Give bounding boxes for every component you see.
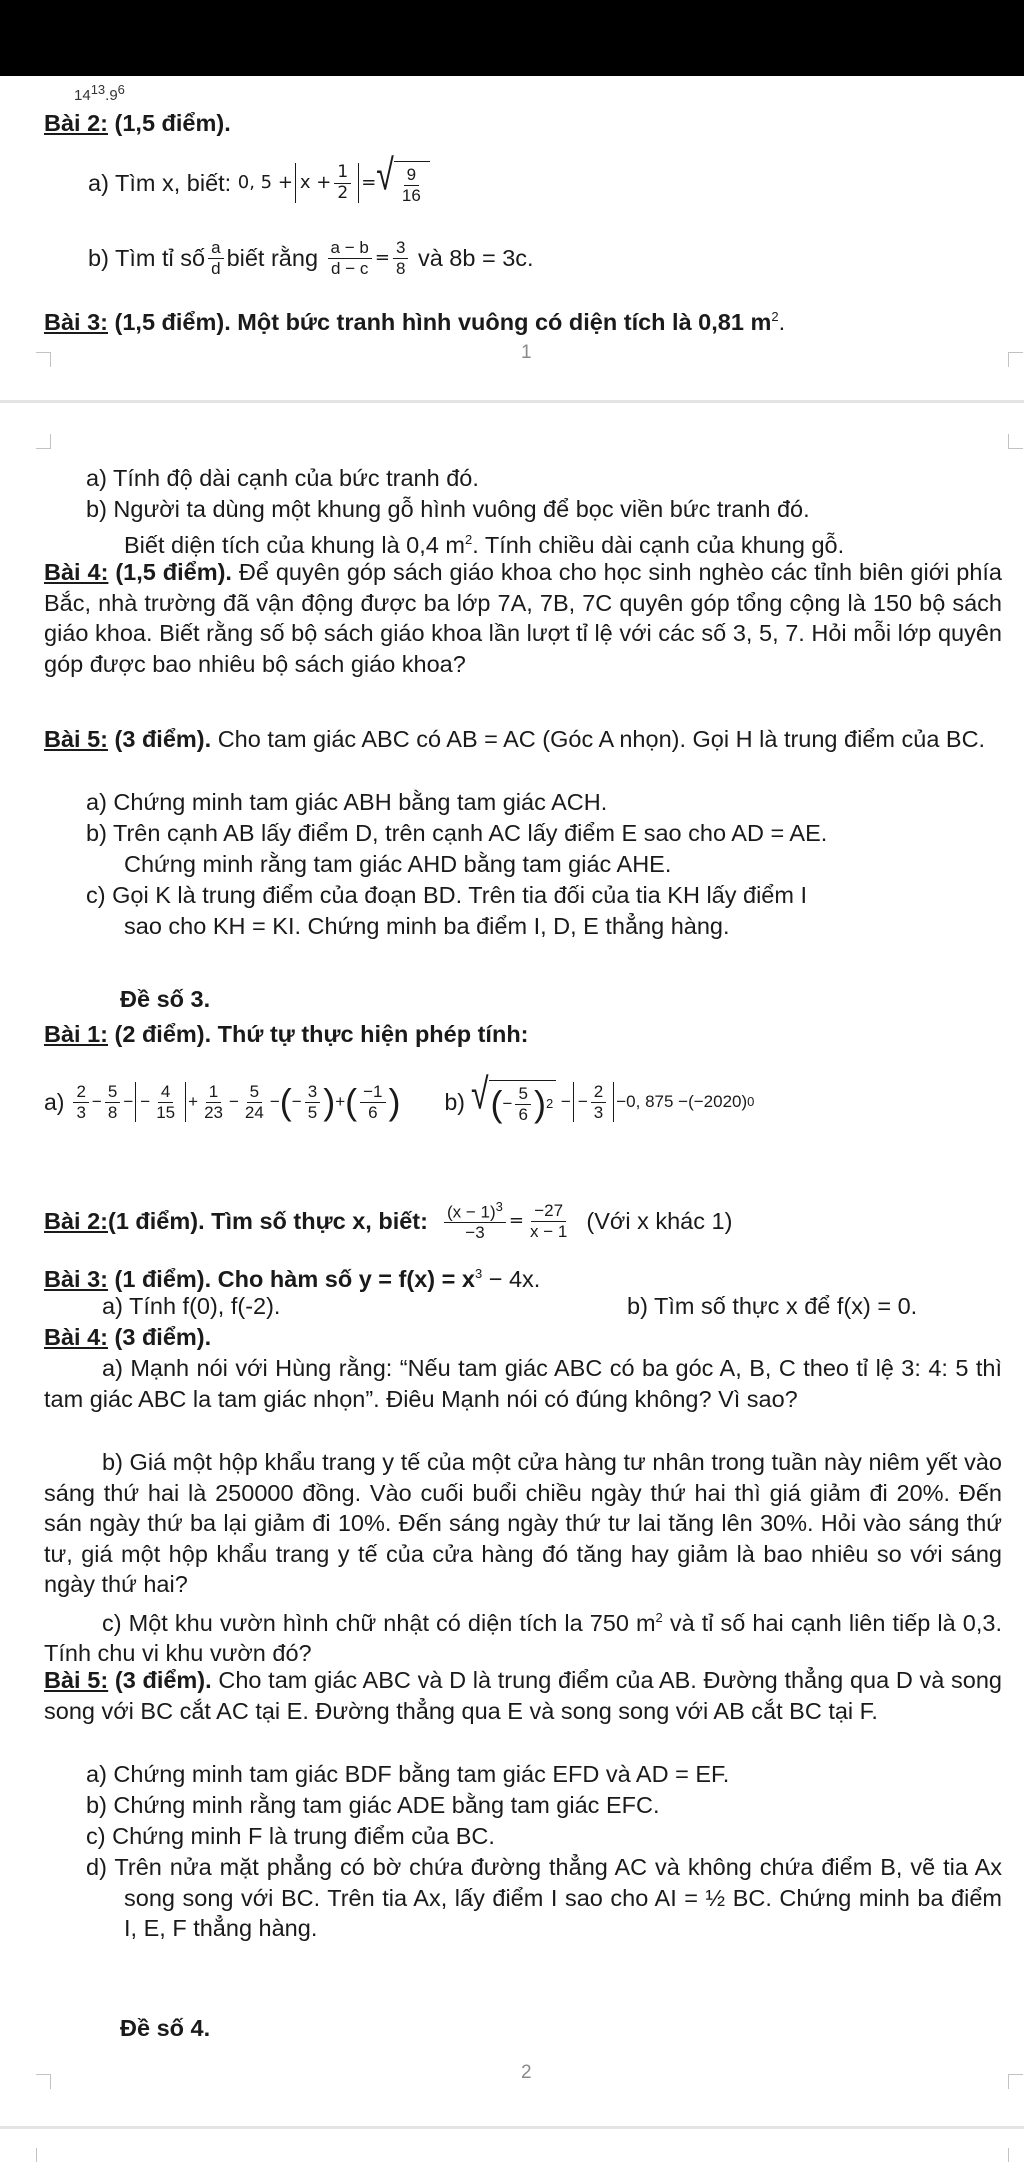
bai3b-line2: Biết diện tích của khung là 0,4 $m^2$. Tính chiều dài cạnh của khung gỗ. <box>124 531 845 558</box>
page-corner-mark <box>1008 352 1023 367</box>
de3-bai5b: b) Chứng minh rằng tam giác ADE bằng tam giác EFC. <box>86 1792 660 1818</box>
bai4-paragraph: Bài 4: (1,5 điểm). Để quyên góp sách giáo khoa cho học sinh nghèo các tỉnh biên giới phía Bắc, nhà trường đã vận động được ba lớp 7A, 7B, 7C quyên góp tổng cộng là 150 bộ sách giáo khoa. Biết rằng số bộ sách giáo khoa lần lượt tỉ lệ với các số 3, 5, 7. Hỏi mỗi lớp quyên góp được bao nhiêu bộ sách giáo khoa? <box>44 559 1002 677</box>
bai3b-line1: b) Người ta dùng một khung gỗ hình vuông để bọc viền bức tranh đó. <box>86 496 810 522</box>
bai5a: a) Chứng minh tam giác ABH bằng tam giác ACH. <box>86 789 608 815</box>
de3-bai4-heading: Bài 4: (3 điểm). <box>44 1324 212 1350</box>
de3-bai4a: a) Mạnh nói với Hùng rằng: “Nếu tam giác ABC có ba góc A, B, C theo tỉ lệ 3: 4: 5 thì tam giác ABC la tam giác nhọn”. Điêu Mạnh nói có đúng không? Vì sao? <box>44 1355 1002 1412</box>
header-fragment: $14^{13}.9^6$ <box>74 82 125 104</box>
bai5b-line2: Chứng minh rằng tam giác AHD bằng tam giác AHE. <box>124 851 672 877</box>
de3-bai5-paragraph: Bài 5: (3 điểm). Cho tam giác ABC và D là trung điểm của AB. Đường thẳng qua D và song song với BC cắt AC tại E. Đường thẳng qua E và song song với AB cắt BC tại F. <box>44 1667 1002 1724</box>
page-corner-mark <box>1008 434 1023 449</box>
de3-bai4b: b) Giá một hộp khẩu trang y tế của một cửa hàng tư nhân trong tuần này niêm yết vào sáng thứ hai là 250000 đồng. Vào cuối buổi chiều ngày thứ hai thì giá giảm đi 20%. Đến sán ngày thứ ba lại giảm đi 10%. Đến sáng ngày thứ tư lai tăng lên 30%. Hỏi vào sáng thứ tư, giá một hộp khẩu trang y tế của cửa hàng đó tăng hay giảm là bao nhiêu so với sáng ngày thứ hai? <box>44 1449 1002 1597</box>
bai3a: a) Tính độ dài cạnh của bức tranh đó. <box>86 465 479 491</box>
bai5b-line1: b) Trên cạnh AB lấy điểm D, trên cạnh AC lấy điểm E sao cho AD = AE. <box>86 820 828 846</box>
bai2a-line: a) Tìm x, biết: 0, 5 + x + $\frac{1}{2}$ = √ $\frac{9}{16}$ <box>88 158 430 208</box>
bai5c-line1: c) Gọi K là trung điểm của đoạn BD. Trên tia đối của tia KH lấy điểm I <box>86 882 808 908</box>
page-number: 2 <box>521 2062 532 2083</box>
bai5c-line2: sao cho KH = KI. Chứng minh ba điểm I, D, E thẳng hàng. <box>124 913 730 939</box>
status-bar <box>0 0 1024 76</box>
de3-bai1-expressions: a) $\frac{2}{3}$ − $\frac{5}{8}$ − − $\frac{4}{15}$ + $\frac{1}{23}$ − $\frac{5}{24}$ − ( − $\frac{3}{5}$ ) + ( $\frac{-1}{6}$ ) b) √ ( − $\frac{5}{6}$ ) 2 − − $\frac{2}{3}$ −0, 875 −(−2020) 0 <box>44 1069 755 1124</box>
bai2b-line: b) Tìm tỉ số $\frac{a}{d}$ biết rằng $\frac{a - b}{d - c}$ = $\frac{3}{8}$ và 8b = 3c. <box>88 237 534 278</box>
page-corner-mark <box>36 352 51 367</box>
page-separator <box>0 400 1024 403</box>
page-number: 1 <box>521 342 532 363</box>
de3-bai2: Bài 2: (1 điểm). Tìm số thực x, biết: $\frac{(x - 1)^3}{-3}$ = $\frac{-27}{x - 1}$ (Với x khác 1) <box>44 1198 733 1242</box>
page-corner-mark <box>36 434 51 449</box>
de3-bai3: Bài 3: (1 điểm). Cho hàm số $y = f(x) = x^3 - 4x$. <box>44 1265 541 1292</box>
de3-title: Đề số 3. <box>120 986 211 1012</box>
de3-bai1-heading: Bài 1: (2 điểm). Thứ tự thực hiện phép tính: <box>44 1021 529 1047</box>
de4-title: Đề số 4. <box>120 2015 211 2041</box>
bai2-heading: Bài 2: (1,5 điểm). <box>44 110 231 136</box>
de3-bai5a: a) Chứng minh tam giác BDF bằng tam giác EFD và AD = EF. <box>86 1761 730 1787</box>
page-corner-mark <box>1008 2074 1023 2089</box>
de3-bai3b: b) Tìm số thực x để f(x) = 0. <box>627 1293 918 1319</box>
bai3-heading: Bài 3: (1,5 điểm). Một bức tranh hình vuông có diện tích là 0,81 $m^2$. <box>44 308 786 335</box>
page-corner-mark <box>36 2074 51 2089</box>
de3-bai5c: c) Chứng minh F là trung điểm của BC. <box>86 1823 495 1849</box>
page-separator <box>0 2126 1024 2129</box>
bai5-paragraph: Bài 5: (3 điểm). Cho tam giác ABC có AB = AC (Góc A nhọn). Gọi H là trung điểm của BC. <box>44 726 986 752</box>
de3-bai3a: a) Tính f(0), f(-2). <box>102 1293 281 1319</box>
page-corner-mark <box>36 2148 51 2162</box>
page-corner-mark <box>1008 2148 1023 2162</box>
de3-bai5d: d) Trên nửa mặt phẳng có bờ chứa đường thẳng AC và không chứa điểm B, vẽ tia Ax song song với BC. Trên tia Ax, lấy điểm I sao cho AI = ½ BC. Chứng minh ba điểm I, E, F thẳng hàng. <box>86 1854 1002 1941</box>
de3-bai4c: c) Một khu vườn hình chữ nhật có diện tích la 750 $m^2$ và tỉ số hai cạnh liên tiếp là 0,3. Tính chu vi khu vườn đó? <box>44 1609 1002 1667</box>
